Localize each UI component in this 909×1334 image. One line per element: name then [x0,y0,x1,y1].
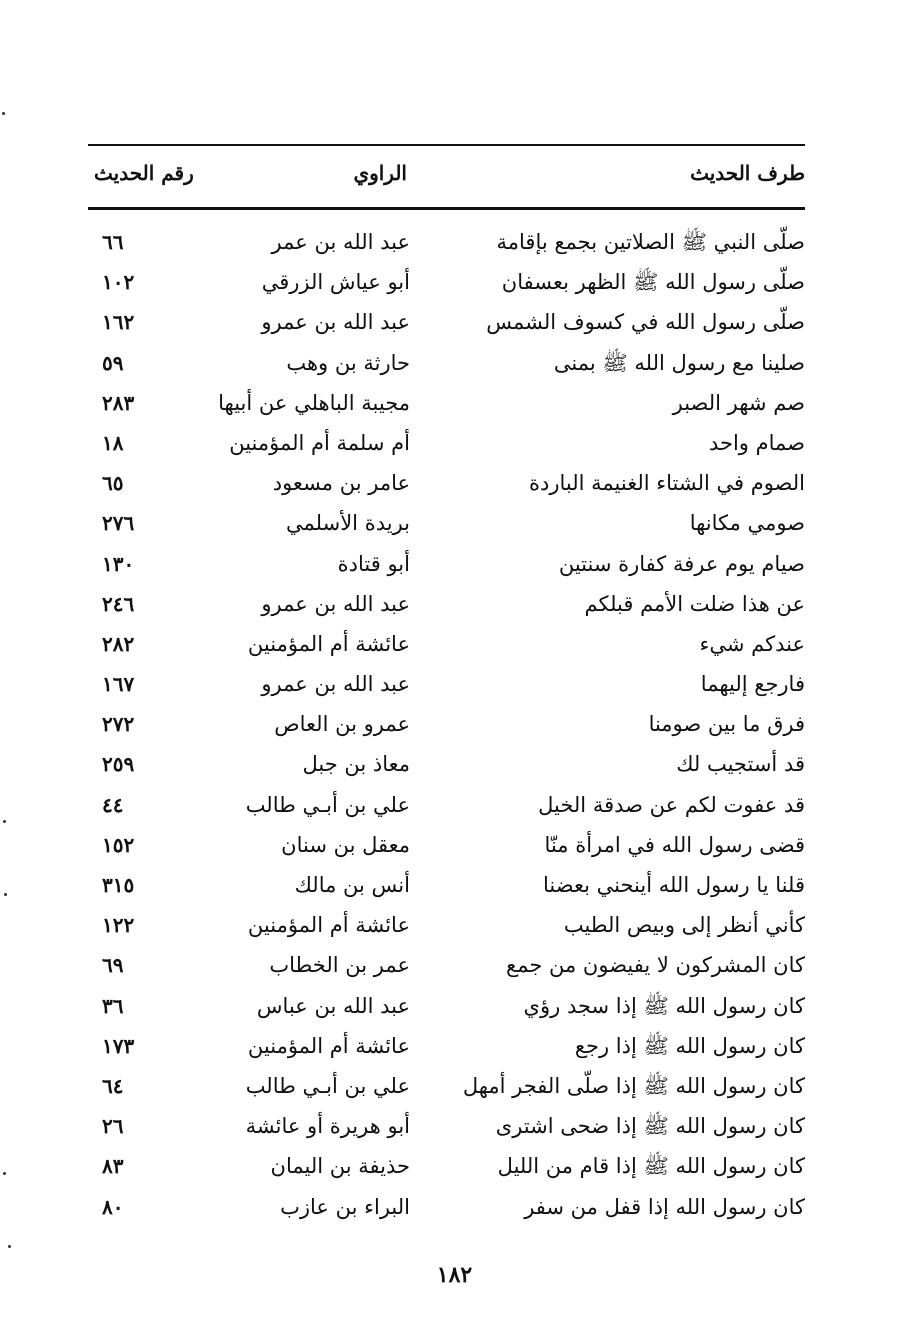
table-row [88,1106,805,1146]
number-cell: ١٧٣ [102,1033,135,1058]
number-cell: ١٣٠ [102,551,135,576]
number-cell: ٦٦ [102,230,124,254]
number-cell: ١٦٢ [102,310,135,335]
header-narrator: الراوي [353,161,407,185]
hadith-cell: كان رسول الله ﷺ إذا ضحى اشترى [495,1114,805,1139]
table-row [88,343,805,383]
narrator-cell: أبو هريرة أو عائشة [245,1114,410,1139]
scan-speck [8,1245,11,1248]
narrator-cell: عبد الله بن عمر [271,230,410,254]
narrator-cell: حذيفة بن اليمان [270,1154,410,1179]
table-row [88,503,805,543]
narrator-cell: معاذ بن جبل [302,752,410,777]
hadith-cell: قضى رسول الله في امرأة منّا [544,832,805,857]
hadith-cell: قد أستجيب لك [676,752,805,777]
hadith-cell: صومي مكانها [689,511,805,536]
hadith-cell: الصوم في الشتاء الغنيمة الباردة [528,471,805,496]
table-row [88,664,805,704]
number-cell: ٣١٥ [102,873,135,897]
table-row [88,865,805,905]
table-row [88,1187,805,1227]
number-cell: ١٢٢ [102,913,135,938]
narrator-cell: أنس بن مالك [294,873,410,897]
narrator-cell: عمرو بن العاص [274,712,410,737]
number-cell: ١٠٢ [102,270,135,295]
table-row [88,222,805,262]
narrator-cell: عائشة أم المؤمنين [247,631,410,656]
hadith-cell: كان رسول الله إذا قفل من سفر [524,1194,805,1219]
hadith-cell: قلنا يا رسول الله أينحني بعضنا [543,873,805,897]
narrator-cell: عبد الله بن عمرو [261,591,410,616]
number-cell: ٨٣ [102,1154,124,1179]
number-cell: ٤٤ [102,792,124,817]
narrator-cell: أبو قتادة [337,551,410,576]
hadith-cell: صمام واحد [708,430,805,455]
table-row [88,744,805,784]
scan-speck [2,112,5,115]
number-cell: ٢٥٩ [102,752,135,777]
narrator-cell: أم سلمة أم المؤمنين [229,430,410,455]
table-header [88,153,805,193]
hadith-cell: كان المشركون لا يفيضون من جمع [506,953,805,978]
narrator-cell: مجيبة الباهلي عن أبيها [218,390,410,415]
number-cell: ٦٤ [102,1073,124,1098]
narrator-cell: البراء بن عازب [280,1194,410,1219]
table-row [88,262,805,302]
hadith-cell: كان رسول الله ﷺ إذا صلّى الفجر أمهل [462,1073,805,1098]
narrator-cell: معقل بن سنان [281,832,410,857]
narrator-cell: بريدة الأسلمي [286,511,410,536]
number-cell: ٦٥ [102,471,124,496]
page-number: ١٨٢ [436,1262,473,1288]
header-number: رقم الحديث [94,161,194,185]
table-row [88,1026,805,1066]
table-row [88,463,805,503]
table-row [88,986,805,1026]
table-row [88,624,805,664]
narrator-cell: عائشة أم المؤمنين [247,1033,410,1058]
narrator-cell: عبد الله بن عمرو [261,672,410,697]
table-top-rule [88,144,805,146]
number-cell: ١٨ [102,430,124,455]
number-cell: ٢٨٣ [102,390,135,415]
hadith-cell: عندكم شيء [699,631,805,656]
hadith-cell: فارجع إليهما [700,672,805,697]
hadith-cell: صيام يوم عرفة كفارة سنتين [558,551,805,576]
hadith-cell: عن هذا ضلت الأمم قبلكم [584,591,805,616]
table-row [88,1066,805,1106]
narrator-cell: حارثة بن وهب [286,350,410,375]
narrator-cell: علي بن أبـي طالب [245,792,410,817]
table-row [88,785,805,825]
number-cell: ٥٩ [102,350,124,375]
hadith-cell: صلّى النبي ﷺ الصلاتين بجمع بإقامة [496,230,805,254]
number-cell: ٣٦ [102,993,124,1018]
table-row [88,544,805,584]
table-row [88,383,805,423]
narrator-cell: عامر بن مسعود [272,471,410,496]
table-header-rule [88,207,805,210]
narrator-cell: علي بن أبـي طالب [245,1073,410,1098]
table-row [88,905,805,945]
number-cell: ١٦٧ [102,672,135,697]
table-row [88,423,805,463]
hadith-cell: صلّى رسول الله ﷺ الظهر بعسفان [501,270,805,295]
number-cell: ٢٤٦ [102,591,135,616]
hadith-cell: كأني أنظر إلى وبيص الطيب [563,913,805,938]
number-cell: ٢٧٦ [102,511,135,536]
hadith-cell: كان رسول الله ﷺ إذا سجد رؤي [523,993,805,1018]
number-cell: ٨٠ [102,1194,124,1219]
table-row [88,945,805,985]
hadith-cell: كان رسول الله ﷺ إذا قام من الليل [497,1154,805,1179]
number-cell: ١٥٢ [102,832,135,857]
scan-speck [3,1172,6,1175]
scan-speck [4,893,7,896]
hadith-index-table [88,222,805,1227]
narrator-cell: عائشة أم المؤمنين [247,913,410,938]
table-row [88,825,805,865]
table-row [88,302,805,342]
number-cell: ٢٨٢ [102,631,135,656]
narrator-cell: عبد الله بن عباس [256,993,410,1018]
number-cell: ٢٦ [102,1114,124,1139]
hadith-cell: صم شهر الصبر [672,390,805,415]
number-cell: ٦٩ [102,953,124,978]
hadith-cell: قد عفوت لكم عن صدقة الخيل [538,792,805,817]
header-hadith: طرف الحديث [690,161,805,185]
table-row [88,1146,805,1186]
hadith-cell: فرق ما بين صومنا [648,712,805,737]
hadith-cell: صلّى رسول الله في كسوف الشمس [486,310,805,335]
hadith-cell: صلينا مع رسول الله ﷺ بمنى [553,350,805,375]
table-row [88,584,805,624]
narrator-cell: عبد الله بن عمرو [261,310,410,335]
narrator-cell: عمر بن الخطاب [269,953,410,978]
narrator-cell: أبو عياش الزرقي [261,270,410,295]
table-row [88,704,805,744]
hadith-cell: كان رسول الله ﷺ إذا رجع [574,1033,805,1058]
scan-speck [3,820,6,823]
number-cell: ٢٧٢ [102,712,135,737]
